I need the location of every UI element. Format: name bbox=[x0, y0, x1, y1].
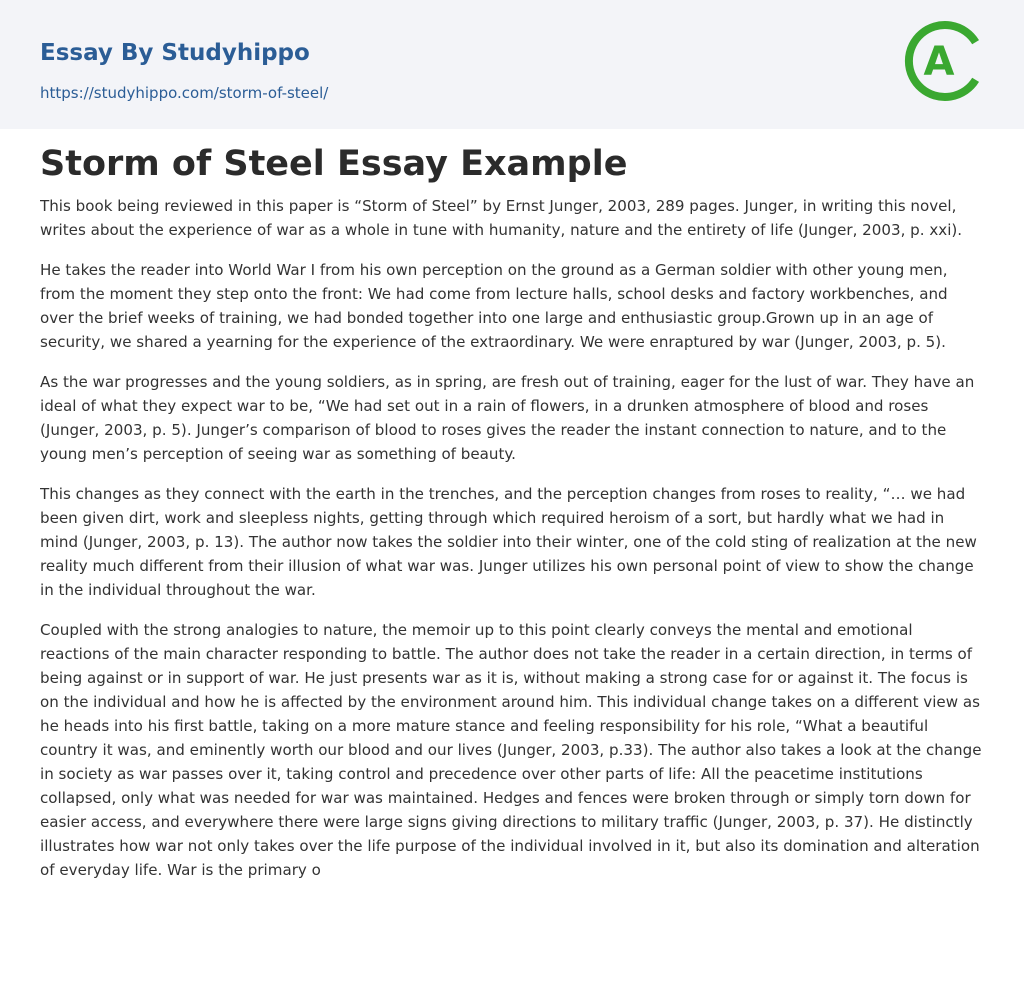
site-title[interactable]: Essay By Studyhippo bbox=[40, 40, 310, 66]
essay-paragraph: Coupled with the strong analogies to nature, the memoir up to this point clearly conveys the mental and emotional reactions of the main character responding to battle. The author does not take the reader in a certain direction, in terms of being against or in support of war. He just presents war as it is, without making a strong case for or against it. The focus is on the individual and how he is affected by the environment around him. This individual change takes on a different view as he heads into his first battle, taking on a more mature stance and feeling responsibility for his role, “What a beautiful country it was, and eminently worth our blood and our lives (Junger, 2003, p.33). The author also takes a look at the change in society as war passes over it, taking control and precedence over other parts of life: All the peacetime institutions collapsed, only what was needed for war was maintained. Hedges and fences were broken through or simply torn down for easier access, and everywhere there were large signs giving directions to military traffic (Junger, 2003, p. 37). He distinctly illustrates how war not only takes over the life purpose of the individual involved in it, but also its domination and alteration of everyday life. War is the primary o bbox=[40, 621, 982, 879]
essay-paragraph: This changes as they connect with the earth in the trenches, and the perception changes from roses to reality, “… we had been given dirt, work and sleepless nights, getting through which required heroism of a sort, but hardly what we had in mind (Junger, 2003, p. 13). The author now takes the soldier into their winter, one of the cold sting of realization at the new reality much different from their illusion of what war was. Junger utilizes his own personal point of view to show the change in the individual throughout the war. bbox=[40, 485, 977, 599]
site-header bbox=[0, 0, 1024, 129]
essay-paragraph: He takes the reader into World War I from his own perception on the ground as a German soldier with other young men, from the moment they step onto the front: We had come from lecture halls, school desks and factory workbenches, and over the brief weeks of training, we had bonded together into one large and enthusiastic group.Grown up in an age of security, we shared a yearning for the experience of the extraordinary. We were enraptured by war (Junger, 2003, p. 5). bbox=[40, 261, 948, 351]
essay-body bbox=[40, 194, 984, 934]
page-url-link[interactable]: https://studyhippo.com/storm-of-steel/ bbox=[40, 84, 329, 102]
essay-paragraph: This book being reviewed in this paper is “Storm of Steel” by Ernst Junger, 2003, 289 pages. Junger, in writing this novel, writes about the experience of war as a whole in tune with humanity, nature and the entirety of life (Junger, 2003, p. xxi). bbox=[40, 197, 963, 239]
studyhippo-logo[interactable] bbox=[903, 18, 989, 104]
page-title: Storm of Steel Essay Example bbox=[40, 144, 628, 184]
logo-letter: A bbox=[923, 39, 955, 85]
logo-ring-icon bbox=[903, 18, 989, 104]
essay-paragraph: As the war progresses and the young soldiers, as in spring, are fresh out of training, eager for the lust of war. They have an ideal of what they expect war to be, “We had set out in a rain of flowers, in a drunken atmosphere of blood and roses (Junger, 2003, p. 5). Junger’s comparison of blood to roses gives the reader the instant connection to nature, and to the young men’s perception of seeing war as something of beauty. bbox=[40, 373, 975, 463]
